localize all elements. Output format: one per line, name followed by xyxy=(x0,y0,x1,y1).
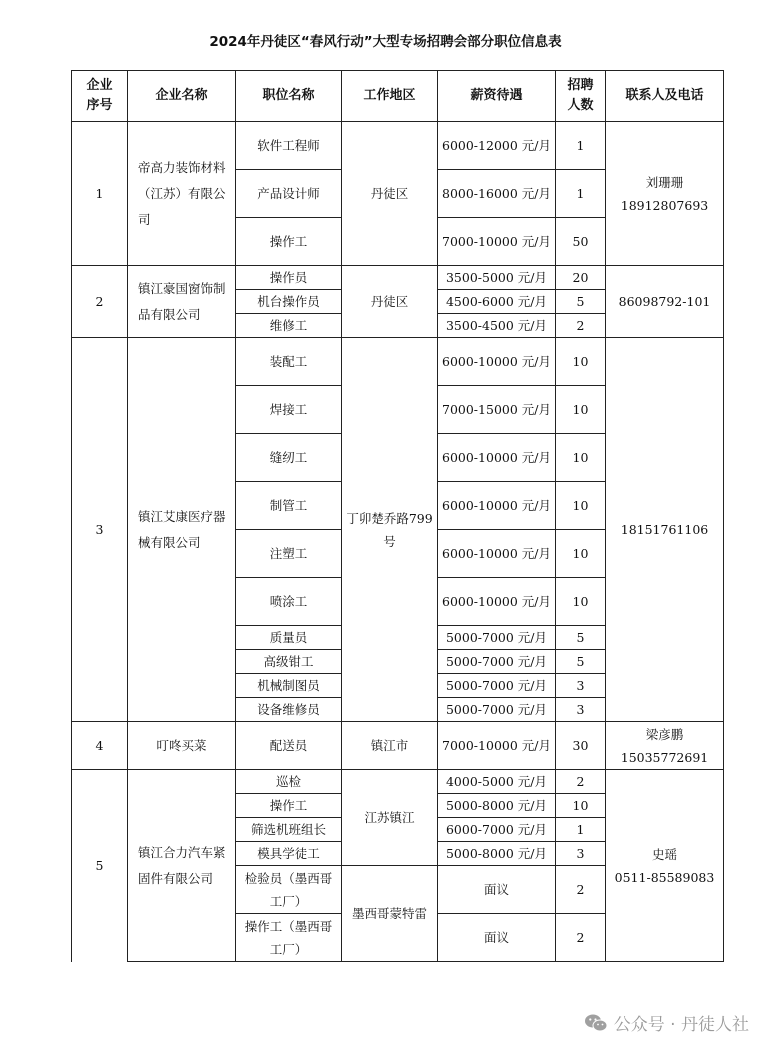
table-header-row xyxy=(72,71,724,122)
hire-count: 5 xyxy=(556,650,606,674)
salary: 6000-10000 元/月 xyxy=(438,338,556,386)
watermark-text: 公众号 · 丹徒人社 xyxy=(613,1015,749,1035)
hire-count: 1 xyxy=(556,170,606,218)
work-area: 镇江市 xyxy=(342,722,438,770)
salary: 5000-8000 元/月 xyxy=(438,842,556,866)
position-name: 高级钳工 xyxy=(236,650,342,674)
position-name: 操作工 xyxy=(236,794,342,818)
salary: 7000-10000 元/月 xyxy=(438,218,556,266)
position-name: 检验员（墨西哥工厂） xyxy=(236,866,342,914)
company-name: 叮咚买菜 xyxy=(128,722,236,770)
hire-count: 5 xyxy=(556,290,606,314)
salary: 6000-12000 元/月 xyxy=(438,122,556,170)
hire-count: 2 xyxy=(556,866,606,914)
hire-count: 10 xyxy=(556,482,606,530)
salary: 8000-16000 元/月 xyxy=(438,170,556,218)
table-row xyxy=(72,722,724,770)
position-name: 喷涂工 xyxy=(236,578,342,626)
position-name: 巡检 xyxy=(236,770,342,794)
salary: 6000-10000 元/月 xyxy=(438,578,556,626)
table-row xyxy=(72,266,724,290)
hire-count: 5 xyxy=(556,626,606,650)
salary: 4000-5000 元/月 xyxy=(438,770,556,794)
hire-count: 3 xyxy=(556,842,606,866)
work-area: 丁卯楚乔路799 号 xyxy=(342,338,438,722)
salary: 6000-10000 元/月 xyxy=(438,482,556,530)
contact: 18151761106 xyxy=(606,338,724,722)
table-row xyxy=(72,122,724,170)
salary: 面议 xyxy=(438,914,556,962)
header-contact: 联系人及电话 xyxy=(606,71,724,122)
table-row xyxy=(72,770,724,794)
contact: 86098792-101 xyxy=(606,266,724,338)
company-name: 镇江合力汽车紧固件有限公司 xyxy=(128,770,236,962)
position-name: 制管工 xyxy=(236,482,342,530)
hire-count: 10 xyxy=(556,794,606,818)
hire-count: 2 xyxy=(556,914,606,962)
salary: 3500-5000 元/月 xyxy=(438,266,556,290)
salary: 6000-7000 元/月 xyxy=(438,818,556,842)
hire-count: 1 xyxy=(556,818,606,842)
position-name: 设备维修员 xyxy=(236,698,342,722)
company-seq: 3 xyxy=(72,338,128,722)
position-name: 注塑工 xyxy=(236,530,342,578)
work-area: 丹徒区 xyxy=(342,266,438,338)
position-name: 机台操作员 xyxy=(236,290,342,314)
contact: 史瑶 0511-85589083 xyxy=(606,770,724,962)
job-table xyxy=(71,70,724,962)
company-seq: 5 xyxy=(72,770,128,962)
position-name: 产品设计师 xyxy=(236,170,342,218)
position-name: 操作工 xyxy=(236,218,342,266)
company-seq: 2 xyxy=(72,266,128,338)
hire-count: 10 xyxy=(556,338,606,386)
company-name: 帝高力装饰材料（江苏）有限公司 xyxy=(128,122,236,266)
position-name: 机械制图员 xyxy=(236,674,342,698)
salary: 3500-4500 元/月 xyxy=(438,314,556,338)
hire-count: 2 xyxy=(556,314,606,338)
hire-count: 2 xyxy=(556,770,606,794)
position-name: 缝纫工 xyxy=(236,434,342,482)
watermark xyxy=(584,1010,749,1035)
page-title: 2024年丹徒区“春风行动”大型专场招聘会部分职位信息表 xyxy=(209,34,562,50)
company-name: 镇江艾康医疗器械有限公司 xyxy=(128,338,236,722)
hire-count: 50 xyxy=(556,218,606,266)
hire-count: 30 xyxy=(556,722,606,770)
header-area: 工作地区 xyxy=(342,71,438,122)
position-name: 模具学徒工 xyxy=(236,842,342,866)
position-name: 维修工 xyxy=(236,314,342,338)
hire-count: 1 xyxy=(556,122,606,170)
salary: 5000-7000 元/月 xyxy=(438,674,556,698)
header-salary: 薪资待遇 xyxy=(438,71,556,122)
hire-count: 20 xyxy=(556,266,606,290)
position-name: 操作工（墨西哥工厂） xyxy=(236,914,342,962)
position-name: 筛选机班组长 xyxy=(236,818,342,842)
hire-count: 3 xyxy=(556,674,606,698)
work-area: 丹徒区 xyxy=(342,122,438,266)
header-position: 职位名称 xyxy=(236,71,342,122)
header-seq: 企业序号 xyxy=(72,71,128,122)
contact: 梁彦鹏 15035772691 xyxy=(606,722,724,770)
contact: 刘珊珊 18912807693 xyxy=(606,122,724,266)
position-name: 焊接工 xyxy=(236,386,342,434)
salary: 5000-7000 元/月 xyxy=(438,626,556,650)
company-name: 镇江豪国窗饰制品有限公司 xyxy=(128,266,236,338)
position-name: 软件工程师 xyxy=(236,122,342,170)
salary: 6000-10000 元/月 xyxy=(438,530,556,578)
position-name: 装配工 xyxy=(236,338,342,386)
salary: 5000-8000 元/月 xyxy=(438,794,556,818)
hire-count: 10 xyxy=(556,434,606,482)
position-name: 质量员 xyxy=(236,626,342,650)
hire-count: 10 xyxy=(556,530,606,578)
salary: 4500-6000 元/月 xyxy=(438,290,556,314)
header-count: 招聘人数 xyxy=(556,71,606,122)
salary: 5000-7000 元/月 xyxy=(438,650,556,674)
position-name: 配送员 xyxy=(236,722,342,770)
company-seq: 1 xyxy=(72,122,128,266)
company-seq: 4 xyxy=(72,722,128,770)
position-name: 操作员 xyxy=(236,266,342,290)
hire-count: 10 xyxy=(556,578,606,626)
table-row xyxy=(72,338,724,386)
header-company: 企业名称 xyxy=(128,71,236,122)
salary: 7000-10000 元/月 xyxy=(438,722,556,770)
wechat-icon xyxy=(584,1013,608,1033)
work-area: 墨西哥蒙特雷 xyxy=(342,866,438,962)
hire-count: 3 xyxy=(556,698,606,722)
hire-count: 10 xyxy=(556,386,606,434)
work-area: 江苏镇江 xyxy=(342,770,438,866)
salary: 5000-7000 元/月 xyxy=(438,698,556,722)
salary: 7000-15000 元/月 xyxy=(438,386,556,434)
salary: 面议 xyxy=(438,866,556,914)
salary: 6000-10000 元/月 xyxy=(438,434,556,482)
